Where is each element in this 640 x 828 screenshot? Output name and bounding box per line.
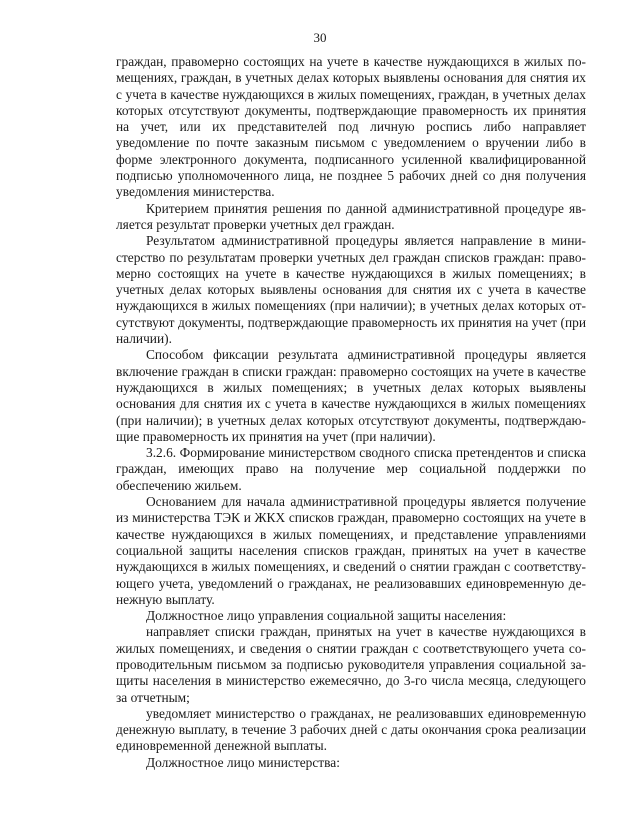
page-body — [116, 54, 586, 771]
paragraph-7: Должностное лицо управления социальной защиты населения: — [146, 608, 507, 624]
paragraph-1: граждан, правомерно состоящих на учете в качестве нуждающихся в жилых помещениях, граждан, в учетных делах которых выявлены основания для снятия их с учета в качестве нуждающихся в жилых помещениях, граждан, в учетных делах которых отсутствуют документы, подтверждающие правомерность их принятия на учет, или их представителей под личную роспись либо направляет уведомление по почте заказным письмом с уведомлением о вручении либо в форме электронного документа, подписанного усиленной квалифицированной подписью уполномоченного лица, не позднее 5 рабочих дней со дня получения уведомления министерства. — [116, 54, 586, 200]
paragraph-2: Критерием принятия решения по данной административной процедуре является результат проверки учетных дел граждан. — [116, 200, 586, 232]
paragraph-6: Основанием для начала административной процедуры является получение из министерства ТЭК и ЖКХ списков граждан, правомерно состоящих на учете в качестве нуждающихся в жилых помещениях, и представление управлениями социальной защиты населения списков граждан, принятых на учет в качестве нуждающихся в жилых помещениях, и сведений о снятии граждан с соответствующего учета, уведомлений о гражданах, не реализовавших единовременную денежную выплату. — [116, 494, 586, 607]
paragraph-3: Результатом административной процедуры является направление в министерство по результатам проверки учетных дел граждан списков граждан: правомерно состоящих на учете в качестве нуждающихся в жилых помещениях; в учетных делах которых выявлены основания для снятия их с учета в качестве нуждающихся в жилых помещениях (при наличии); в учетных делах которых отсутствуют документы, подтверждающие правомерность их принятия на учет (при наличии). — [116, 233, 586, 347]
paragraph-10: Должностное лицо министерства: — [146, 754, 340, 770]
paragraph-4: Способом фиксации результата административной процедуры является включение граждан в списки граждан: правомерно состоящих на учете в качестве нуждающихся в жилых помещениях; в учетных делах которых выявлены основания для снятия их с учета в качестве нуждающихся в жилых помещениях (при наличии); в учетных делах которых отсутствуют документы, подтверждающие правомерность их принятия на учет (при наличии). — [116, 347, 586, 444]
page-number: 30 — [313, 30, 327, 45]
paragraph-8: направляет списки граждан, принятых на учет в качестве нуждающихся в жилых помещениях, и сведения о снятии граждан с соответствующего учета сопроводительным письмом за подписью руководителя управления социальной защиты населения в министерство ежемесячно, до 3-го числа месяца, следующего за отчетным; — [116, 624, 586, 705]
section-3-2-6-heading: 3.2.6. Формирование министерством сводного списка претендентов и списка граждан, имеющих право на получение мер социальной поддержки по обеспечению жильем. — [116, 445, 586, 493]
paragraph-9: уведомляет министерство о гражданах, не реализовавших единовременную денежную выплату, в течение 3 рабочих дней с даты окончания срока реализации единовременной денежной выплаты. — [116, 705, 586, 754]
